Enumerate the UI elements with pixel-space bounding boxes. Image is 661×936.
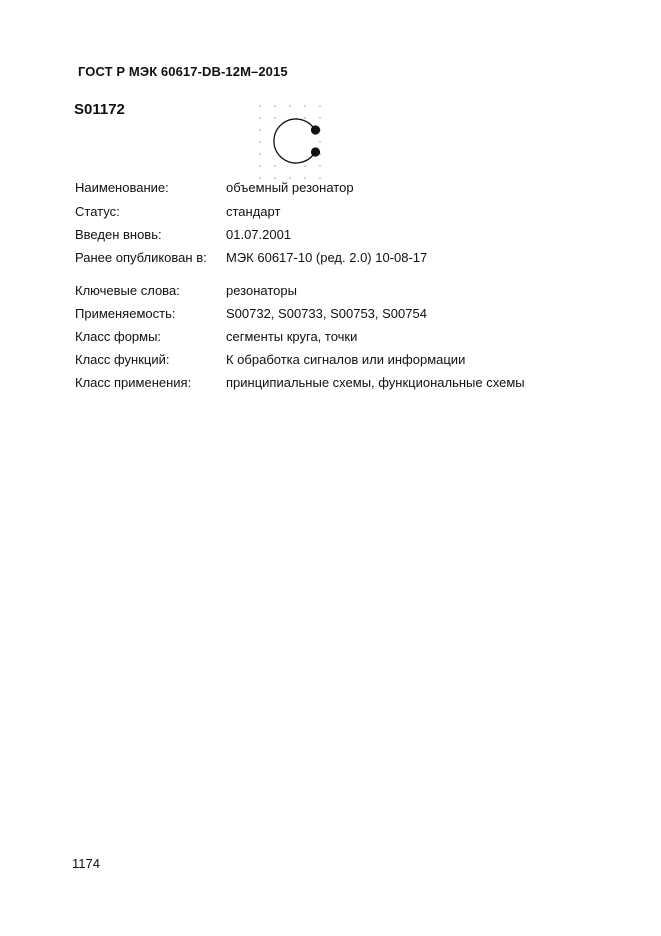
field-label: Класс применения: [75, 375, 192, 390]
top-dot [311, 125, 320, 134]
bottom-dot [311, 147, 320, 156]
document-header: ГОСТ Р МЭК 60617-DB-12M–2015 [78, 64, 288, 79]
field-value: резонаторы [226, 283, 297, 298]
field-value: К обработка сигналов или информации [226, 352, 466, 367]
field-value: сегменты круга, точки [226, 329, 358, 344]
field-label: Ключевые слова: [75, 283, 180, 298]
field-value: 01.07.2001 [226, 227, 292, 242]
field-label: Введен вновь: [75, 227, 162, 242]
field-label: Наименование: [75, 180, 169, 195]
field-value: S00732, S00733, S00753, S00754 [226, 306, 427, 321]
field-label: Ранее опубликован в: [75, 250, 207, 265]
field-value: стандарт [226, 204, 281, 219]
resonator-symbol-graphic [252, 102, 332, 182]
field-label: Класс функций: [75, 352, 170, 367]
field-value: принципиальные схемы, функциональные схемы [226, 375, 525, 390]
field-value: объемный резонатор [226, 180, 354, 195]
field-label: Класс формы: [75, 329, 162, 344]
grid-dots [259, 105, 321, 179]
symbol-id: S01172 [74, 101, 125, 118]
circle-segment [274, 119, 315, 163]
page-number: 1174 [72, 856, 100, 871]
field-label: Статус: [75, 204, 120, 219]
field-label: Применяемость: [75, 306, 176, 321]
field-value: МЭК 60617-10 (ред. 2.0) 10-08-17 [226, 250, 428, 265]
